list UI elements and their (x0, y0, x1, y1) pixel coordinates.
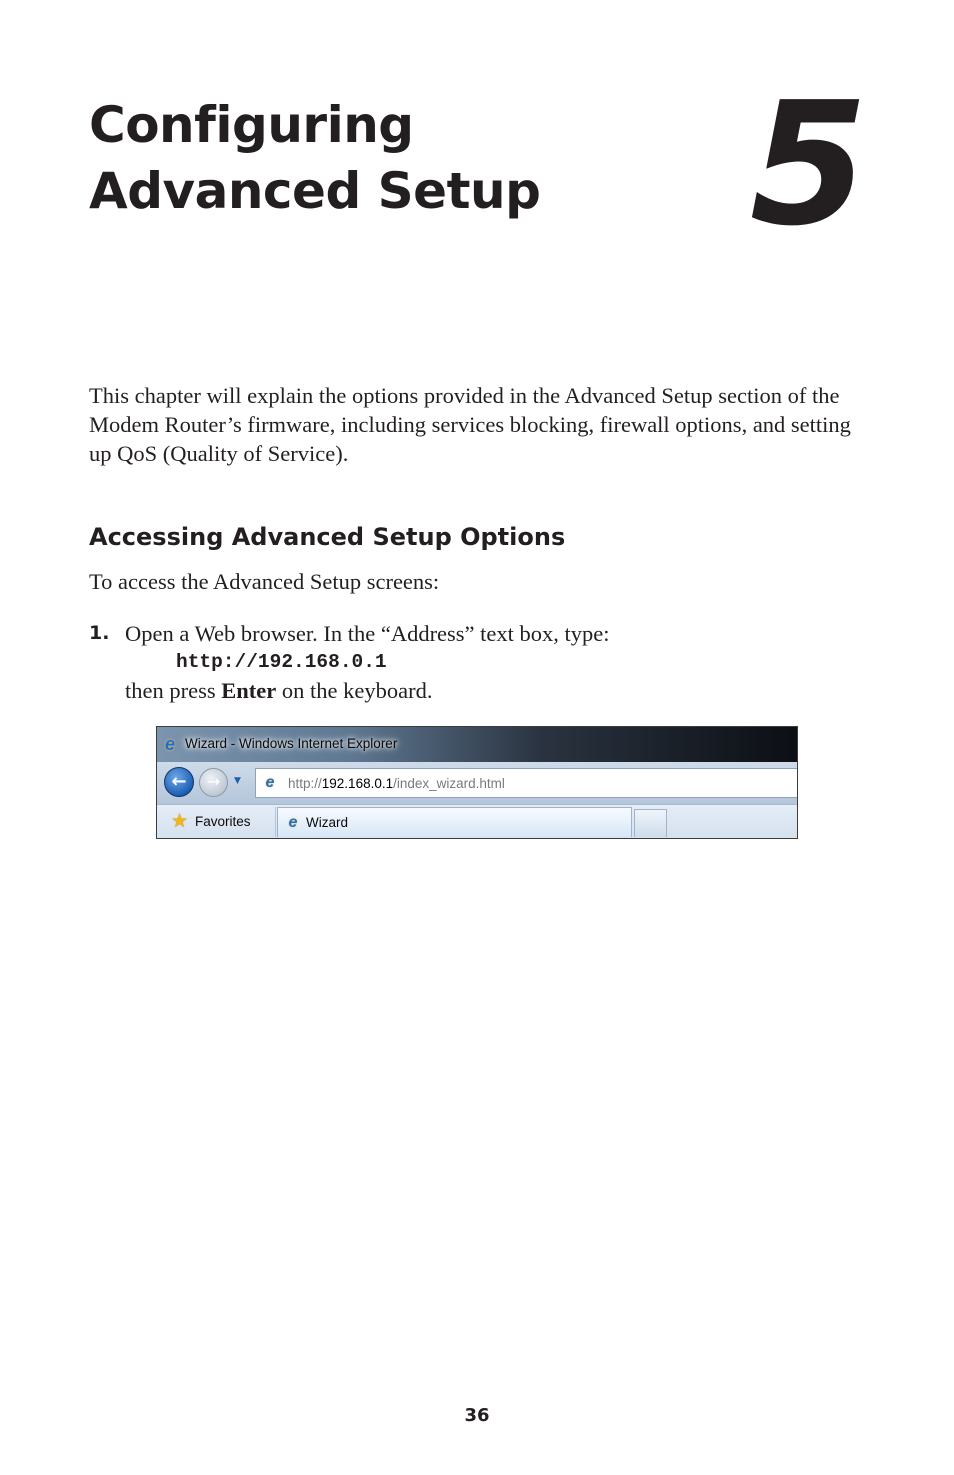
browser-screenshot (156, 726, 798, 839)
browser-navbar (157, 762, 797, 804)
intro-paragraph: This chapter will explain the options provided in the Advanced Setup section of the Modem Router’s firmware, including services blocking, firewall options, and setting up QoS (Quality of Service). (89, 383, 851, 466)
chapter-title (89, 92, 540, 224)
step-number: 1. (89, 622, 110, 644)
tab-ie-icon: e (288, 814, 298, 831)
back-arrow-icon: ← (171, 771, 187, 792)
favorites-button[interactable] (159, 807, 276, 837)
page-number: 36 (464, 1405, 490, 1426)
forward-arrow-icon: → (206, 772, 221, 791)
chapter-number: 5 (749, 66, 862, 264)
browser-titlebar (157, 727, 797, 762)
chapter-title-line-2: Advanced Setup (89, 162, 541, 220)
section-lead: To access the Advanced Setup screens: (89, 569, 440, 594)
window-title: Wizard - Windows Internet Explorer (185, 736, 398, 751)
tab-label: Wizard (306, 815, 349, 830)
back-button[interactable] (164, 767, 194, 797)
forward-button[interactable] (199, 768, 228, 797)
step-text: Open a Web browser. In the “Address” text box, type: (125, 621, 610, 646)
chapter-title-line-1: Configuring (89, 96, 414, 154)
favorites-label: Favorites (195, 814, 251, 829)
tab-wizard[interactable] (277, 807, 632, 837)
page-ie-icon: e (265, 774, 275, 791)
step-after-bold: Enter (221, 678, 277, 703)
step-after-suffix: on the keyboard. (276, 678, 433, 703)
history-dropdown-icon[interactable]: ▼ (234, 776, 241, 786)
step-body (125, 619, 845, 705)
address-bar[interactable] (255, 768, 798, 798)
favorites-bar (157, 804, 797, 839)
address-path: /index_wizard.html (393, 776, 505, 791)
step-code: http://192.168.0.1 (176, 651, 387, 673)
address-text[interactable] (288, 776, 505, 791)
section-heading: Accessing Advanced Setup Options (89, 523, 566, 551)
ie-icon: e (164, 734, 175, 754)
step-after-prefix: then press (125, 678, 222, 703)
new-tab-button[interactable] (634, 809, 667, 837)
address-host: 192.168.0.1 (321, 776, 394, 791)
star-icon: ★ (171, 810, 189, 832)
address-prefix: http:// (288, 776, 322, 791)
